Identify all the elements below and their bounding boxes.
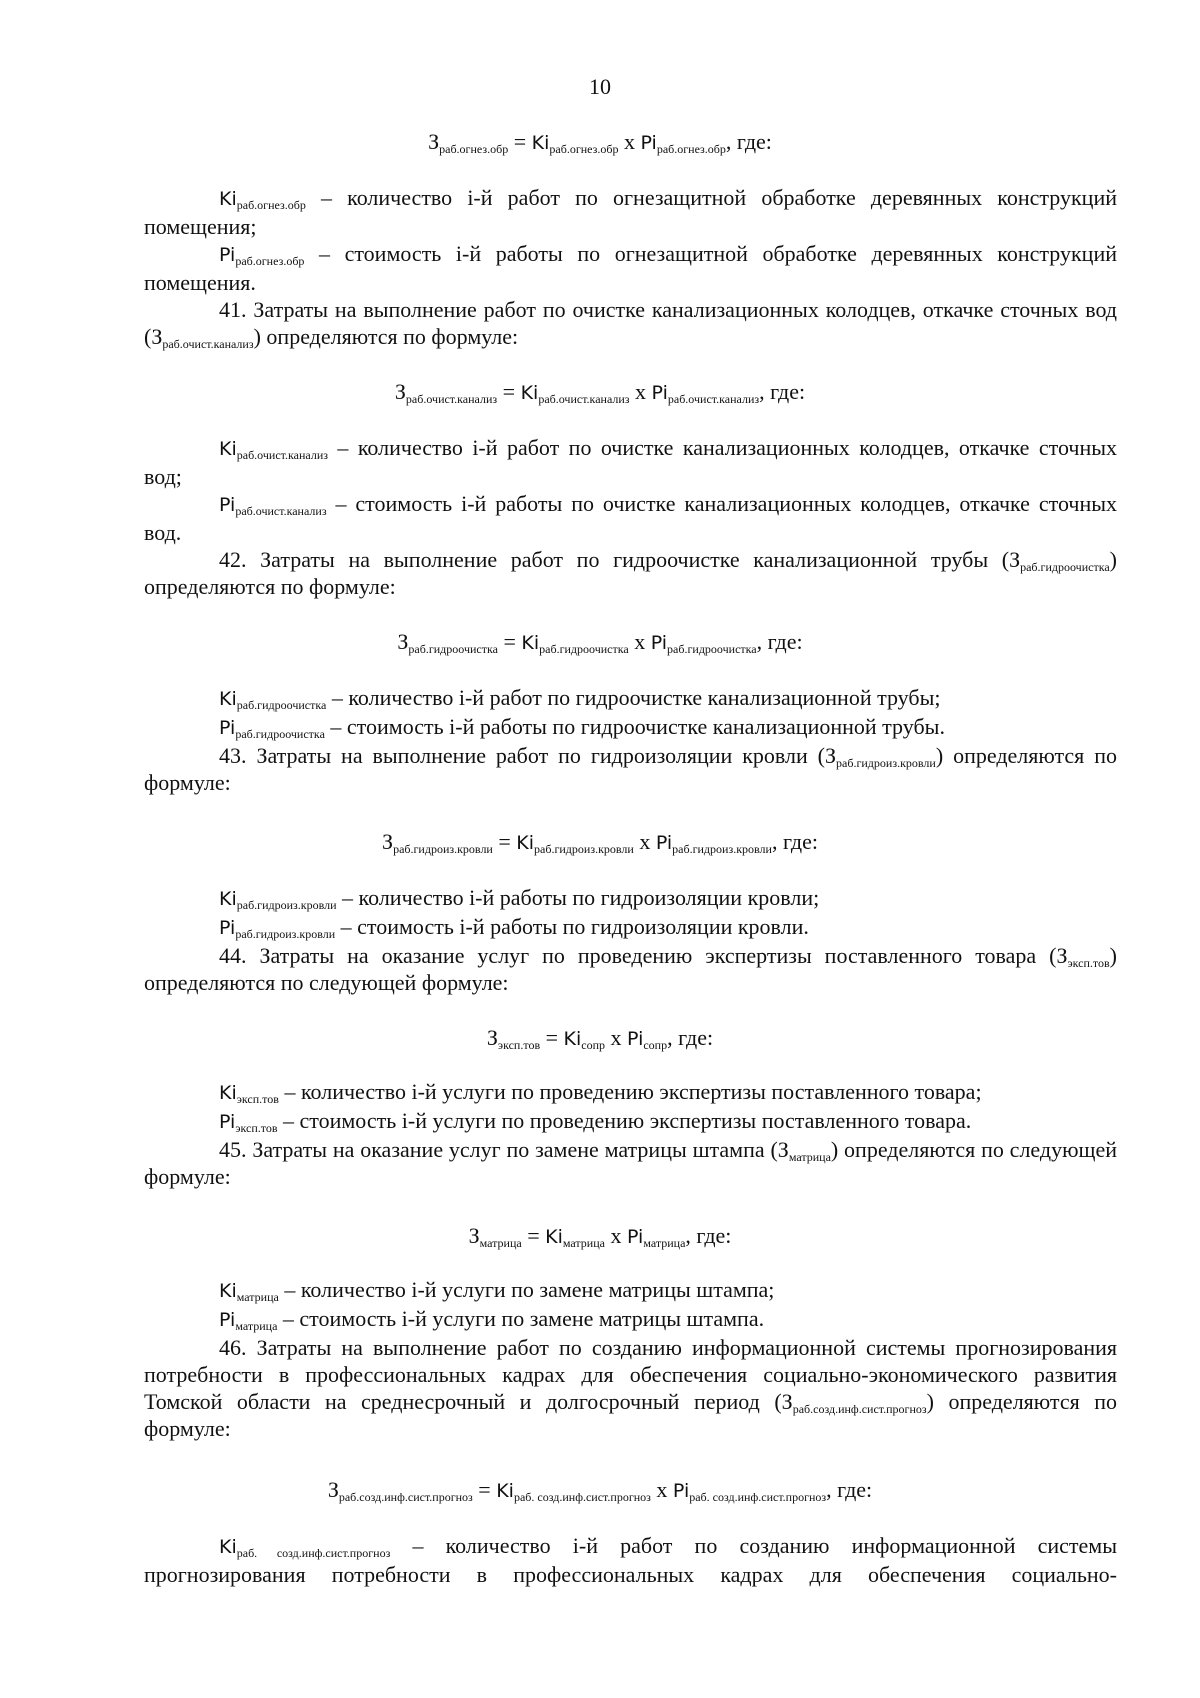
- def-44-p-text: стоимость i-й услуги по проведению экспертизы поставленного товара.: [299, 1108, 972, 1133]
- def-45-p-sym: Pi: [219, 1309, 236, 1331]
- def-43-k-sym: Ki: [219, 888, 237, 910]
- def-45-k-sub: матрица: [236, 1290, 279, 1304]
- def-41-k: [144, 434, 1117, 490]
- formula-44-k: Ki: [563, 1028, 582, 1050]
- def-45-p: [144, 1305, 1117, 1334]
- item-44-sub: эксп.тов: [1067, 956, 1110, 970]
- def-41-p-dash: –: [326, 491, 356, 516]
- item-45-pre: Затраты на оказание услуг по замене матрицы штампа (: [252, 1137, 778, 1162]
- formula-41-k: Ki: [520, 382, 539, 404]
- def-43-p: [144, 913, 1117, 942]
- item-43-pre: Затраты на выполнение работ по гидроизоляции кровли (: [256, 743, 825, 768]
- item-46-pre: Затраты на выполнение работ по созданию информационной системы прогнозирования потребности в профессиональных кадрах для обеспечения социально-экономического развития Томской области на среднесрочный и долгосрочный период (: [144, 1335, 1117, 1414]
- formula-45-k: Ki: [545, 1226, 563, 1248]
- item-46-sub: раб.созд.инф.сист.прогноз: [792, 1402, 927, 1416]
- formula-42-x: х: [628, 629, 651, 654]
- formula-46: [0, 1476, 1200, 1505]
- formula-41: [0, 378, 1200, 407]
- def-41-p: [144, 490, 1117, 546]
- formula-41-x: х: [629, 379, 652, 404]
- formula-44-z-sub: эксп.тов: [497, 1038, 541, 1052]
- def-44-k: [144, 1078, 1117, 1107]
- item-43: [144, 742, 1117, 796]
- def-40-p: [144, 240, 1117, 296]
- formula-40-p-sub: раб.огнез.обр: [656, 142, 726, 156]
- item-46-num: 46.: [219, 1335, 257, 1360]
- def-40-k-sym: Ki: [219, 188, 237, 210]
- def-40-k-text: количество i-й работ по огнезащитной обработке деревянных конструкций помещения;: [144, 185, 1117, 239]
- formula-43: [0, 828, 1200, 857]
- item-42-post: ) определяются по формуле:: [144, 547, 1117, 599]
- formula-45-eq: =: [521, 1223, 546, 1248]
- formula-40: [0, 128, 1200, 157]
- formula-45: [0, 1222, 1200, 1251]
- formula-42-k: Ki: [521, 632, 540, 654]
- formula-46-p-sub: раб. созд.инф.сист.прогноз: [689, 1490, 827, 1504]
- block-44-defs-45: [144, 1078, 1117, 1190]
- def-44-k-sub: эксп.тов: [236, 1092, 279, 1106]
- item-44-num: 44.: [219, 943, 260, 968]
- def-45-k: [144, 1276, 1117, 1305]
- formula-44-x: х: [605, 1025, 628, 1050]
- def-45-k-sym: Ki: [219, 1280, 237, 1302]
- formula-44-k-sub: сопр: [581, 1038, 606, 1052]
- def-42-p-sub: раб.гидроочистка: [235, 727, 325, 741]
- formula-46-z-sub: раб.созд.инф.сист.прогноз: [338, 1490, 473, 1504]
- def-42-p: [144, 713, 1117, 742]
- def-45-p-text: стоимость i-й услуги по замене матрицы штампа.: [299, 1306, 765, 1331]
- def-43-k-sub: раб.гидроиз.кровли: [236, 898, 337, 912]
- def-44-k-dash: –: [278, 1079, 301, 1104]
- item-42-z: З: [1009, 547, 1021, 572]
- formula-40-p: Pi: [640, 132, 657, 154]
- formula-44-eq: =: [540, 1025, 564, 1050]
- def-40-p-sym: Pi: [219, 244, 236, 266]
- item-46-z: З: [781, 1389, 793, 1414]
- formula-45-x: х: [604, 1223, 627, 1248]
- formula-46-eq: =: [472, 1477, 497, 1502]
- def-44-p-dash: –: [277, 1108, 300, 1133]
- def-41-k-sub: раб.очист.канализ: [236, 448, 328, 462]
- item-44-pre: Затраты на оказание услуг по проведению экспертизы поставленного товара (: [259, 943, 1057, 968]
- def-43-p-sub: раб.гидроиз.кровли: [235, 927, 336, 941]
- formula-43-p-sub: раб.гидроиз.кровли: [672, 842, 772, 856]
- def-45-p-sub: матрица: [235, 1319, 278, 1333]
- def-41-k-dash: –: [327, 435, 358, 460]
- item-44-z: З: [1056, 943, 1068, 968]
- formula-43-z: З: [382, 829, 394, 854]
- def-41-p-sym: Pi: [219, 494, 236, 516]
- item-43-z: З: [825, 743, 837, 768]
- formula-42-p-sub: раб.гидроочистка: [667, 642, 757, 656]
- item-41-z: З: [151, 324, 163, 349]
- def-46-k-dash: –: [390, 1533, 446, 1558]
- formula-45-p-sub: матрица: [643, 1236, 686, 1250]
- formula-42-eq: =: [497, 629, 522, 654]
- formula-44: [0, 1024, 1200, 1053]
- item-45-post: ) определяются по следующей формуле:: [144, 1137, 1118, 1189]
- formula-45-z: З: [468, 1223, 480, 1248]
- block-46-defs: [144, 1532, 1117, 1588]
- def-41-k-sym: Ki: [219, 438, 237, 460]
- def-46-k-text: количество i-й работ по созданию информационной системы прогнозирования потребности в профессиональных кадрах для обеспечения социально-: [144, 1533, 1117, 1587]
- def-43-p-dash: –: [335, 914, 358, 939]
- def-42-p-sym: Pi: [219, 717, 236, 739]
- def-45-k-dash: –: [278, 1277, 301, 1302]
- block-42-defs-43: [144, 684, 1117, 796]
- def-45-p-dash: –: [277, 1306, 300, 1331]
- formula-46-x: х: [650, 1477, 673, 1502]
- def-40-k-sub: раб.огнез.обр: [236, 198, 306, 212]
- formula-40-k: Ki: [531, 132, 550, 154]
- item-41: [144, 296, 1117, 350]
- formula-43-k-sub: раб.гидроиз.кровли: [534, 842, 634, 856]
- item-46: [144, 1334, 1117, 1442]
- item-44: [144, 942, 1117, 996]
- item-45-num: 45.: [219, 1137, 253, 1162]
- formula-44-tail: , где:: [667, 1025, 714, 1050]
- formula-42-z-sub: раб.гидроочистка: [408, 642, 498, 656]
- formula-45-tail: , где:: [685, 1223, 732, 1248]
- def-42-k-dash: –: [326, 685, 349, 710]
- def-40-p-dash: –: [304, 241, 345, 266]
- def-42-k: [144, 684, 1117, 713]
- formula-41-z: З: [394, 379, 406, 404]
- formula-45-p: Pi: [626, 1226, 644, 1248]
- formula-40-z-sub: раб.огнез.обр: [439, 142, 509, 156]
- def-43-p-sym: Pi: [219, 917, 236, 939]
- item-45-z: З: [777, 1137, 789, 1162]
- block-40-defs-41: [144, 184, 1117, 350]
- def-44-p: [144, 1107, 1117, 1136]
- def-43-k-dash: –: [336, 885, 359, 910]
- def-45-k-text: количество i-й услуги по замене матрицы штампа;: [300, 1277, 775, 1302]
- item-46-post: ) определяются по формуле:: [144, 1389, 1117, 1441]
- def-44-k-sym: Ki: [219, 1082, 237, 1104]
- formula-43-x: х: [633, 829, 656, 854]
- formula-46-k: Ki: [496, 1480, 514, 1502]
- formula-45-z-sub: матрица: [479, 1236, 522, 1250]
- formula-41-tail: , где:: [759, 379, 806, 404]
- def-43-k: [144, 884, 1117, 913]
- formula-46-z: З: [327, 1477, 339, 1502]
- formula-43-tail: , где:: [771, 829, 818, 854]
- item-45: [144, 1136, 1117, 1190]
- def-43-p-text: стоимость i-й работы по гидроизоляции кровли.: [357, 914, 809, 939]
- item-43-post: ) определяются по формуле:: [144, 743, 1117, 795]
- def-46-k-sub: раб. созд.инф.сист.прогноз: [236, 1546, 391, 1560]
- def-40-p-text: стоимость i-й работы по огнезащитной обработке деревянных конструкций помещения.: [144, 241, 1118, 295]
- formula-41-p-sub: раб.очист.канализ: [667, 392, 760, 406]
- def-42-p-dash: –: [324, 714, 347, 739]
- formula-41-z-sub: раб.очист.канализ: [405, 392, 498, 406]
- formula-42: [0, 628, 1200, 657]
- item-41-pre: Затраты на выполнение работ по очистке канализационных колодцев, откачке сточных вод (: [144, 297, 1118, 349]
- formula-42-k-sub: раб.гидроочистка: [539, 642, 629, 656]
- formula-43-k: Ki: [516, 832, 535, 854]
- def-44-p-sub: эксп.тов: [235, 1121, 278, 1135]
- formula-40-k-sub: раб.огнез.обр: [549, 142, 619, 156]
- def-46-k-sym: Ki: [219, 1536, 237, 1558]
- formula-41-p: Pi: [651, 382, 668, 404]
- def-44-k-text: количество i-й услуги по проведению экспертизы поставленного товара;: [300, 1079, 982, 1104]
- def-41-k-text: количество i-й работ по очистке канализационных колодцев, откачке сточных вод;: [144, 435, 1118, 489]
- def-42-k-text: количество i-й работ по гидроочистке канализационной трубы;: [348, 685, 941, 710]
- block-41-defs-42: [144, 434, 1117, 600]
- item-41-post: ) определяются по формуле:: [253, 324, 519, 349]
- formula-45-k-sub: матрица: [562, 1236, 605, 1250]
- block-45-defs-46: [144, 1276, 1117, 1442]
- item-42-num: 42.: [219, 547, 261, 572]
- def-42-p-text: стоимость i-й работы по гидроочистке канализационной трубы.: [346, 714, 945, 739]
- item-41-sub: раб.очист.канализ: [162, 337, 254, 351]
- def-42-k-sub: раб.гидроочистка: [236, 698, 327, 712]
- page-number: 10: [589, 74, 611, 99]
- def-41-p-text: стоимость i-й работы по очистке канализационных колодцев, откачке сточных вод.: [144, 491, 1118, 545]
- formula-40-x: х: [618, 129, 641, 154]
- formula-40-eq: =: [508, 129, 532, 154]
- block-43-defs-44: [144, 884, 1117, 996]
- item-42-sub: раб.гидроочистка: [1020, 560, 1110, 574]
- formula-44-p-sub: сопр: [643, 1038, 668, 1052]
- formula-44-p: Pi: [627, 1028, 644, 1050]
- formula-41-eq: =: [497, 379, 521, 404]
- item-45-sub: матрица: [788, 1150, 831, 1164]
- def-43-k-text: количество i-й работы по гидроизоляции кровли;: [358, 885, 820, 910]
- item-41-num: 41.: [219, 297, 254, 322]
- formula-43-p: Pi: [655, 832, 673, 854]
- def-40-p-sub: раб.огнез.обр: [235, 254, 305, 268]
- formula-46-p: Pi: [672, 1480, 690, 1502]
- def-44-p-sym: Pi: [219, 1111, 236, 1133]
- formula-46-k-sub: раб. созд.инф.сист.прогноз: [513, 1490, 651, 1504]
- formula-42-p: Pi: [650, 632, 668, 654]
- formula-40-z: З: [428, 129, 440, 154]
- item-42: [144, 546, 1117, 600]
- formula-43-eq: =: [492, 829, 517, 854]
- formula-42-z: З: [397, 629, 409, 654]
- formula-43-z-sub: раб.гидроиз.кровли: [393, 842, 493, 856]
- formula-44-z: З: [486, 1025, 498, 1050]
- formula-40-tail: , где:: [725, 129, 772, 154]
- formula-46-tail: , где:: [826, 1477, 873, 1502]
- item-43-sub: раб.гидроиз.кровли: [836, 756, 936, 770]
- formula-41-k-sub: раб.очист.канализ: [538, 392, 630, 406]
- def-40-k: [144, 184, 1117, 240]
- item-44-post: ) определяются по следующей формуле:: [144, 943, 1117, 995]
- def-42-k-sym: Ki: [219, 688, 237, 710]
- def-40-k-dash: –: [305, 185, 348, 210]
- def-41-p-sub: раб.очист.канализ: [235, 504, 327, 518]
- def-46-k: [144, 1532, 1117, 1588]
- formula-42-tail: , где:: [756, 629, 803, 654]
- item-43-num: 43.: [219, 743, 257, 768]
- item-42-pre: Затраты на выполнение работ по гидроочистке канализационной трубы (: [260, 547, 1010, 572]
